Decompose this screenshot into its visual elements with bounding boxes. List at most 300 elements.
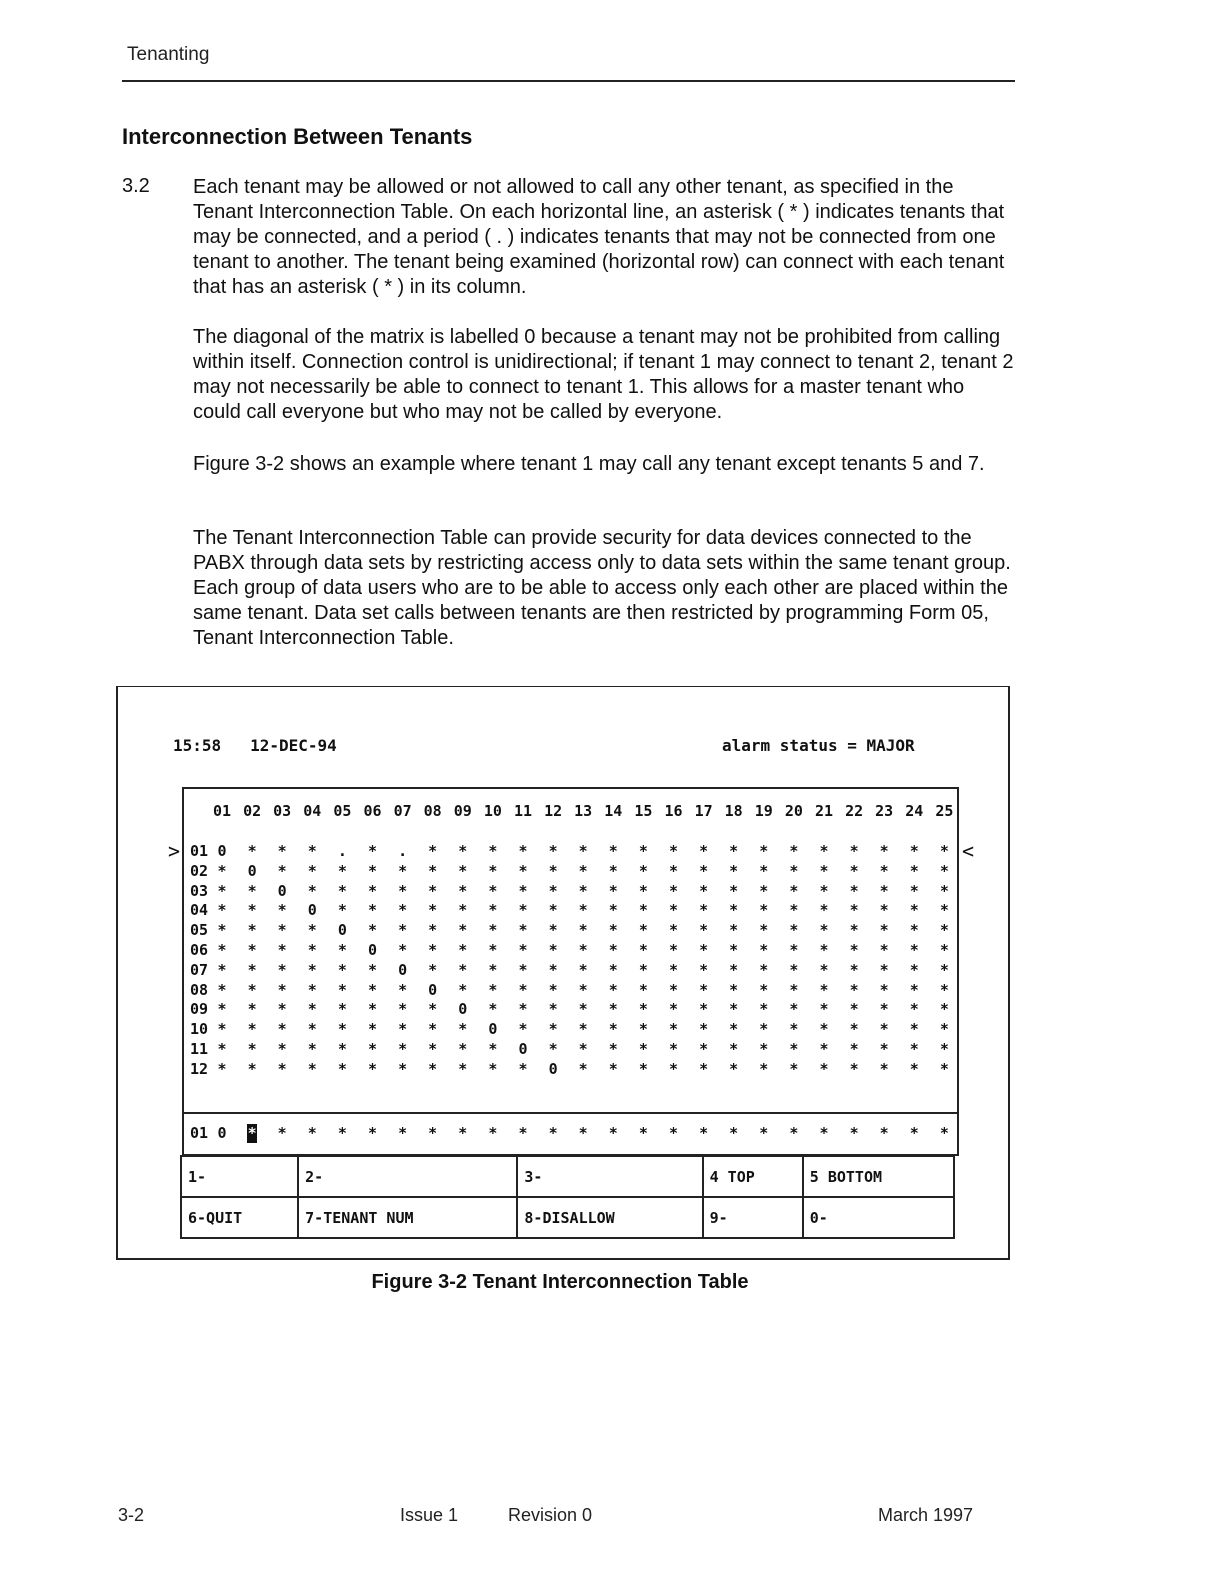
matrix-cell: * — [578, 1040, 588, 1058]
matrix-cell: * — [518, 881, 528, 900]
matrix-cell: * — [277, 921, 287, 940]
edit-row-cell: * — [578, 1124, 588, 1142]
matrix-cell: * — [879, 960, 889, 979]
matrix-cell: * — [458, 941, 468, 959]
matrix-cell: * — [217, 861, 227, 880]
matrix-cell: * — [789, 1059, 799, 1078]
matrix-cell: * — [217, 901, 227, 920]
matrix-cell: * — [668, 960, 679, 979]
matrix-cell: * — [578, 1000, 588, 1019]
row-label: 01 — [190, 842, 209, 860]
edit-cursor-cell[interactable]: * — [247, 1124, 257, 1142]
column-header: 25 — [935, 802, 954, 820]
column-header: 13 — [574, 802, 593, 820]
matrix-cell: * — [939, 1059, 949, 1078]
edit-row-cell: 0 — [217, 1124, 227, 1142]
matrix-cell: * — [729, 1020, 739, 1039]
matrix-cell: * — [939, 941, 949, 959]
matrix-cell: * — [247, 1059, 257, 1078]
edit-row-cell: * — [909, 1124, 919, 1142]
matrix-cell: * — [668, 921, 679, 940]
paragraph-2: The diagonal of the matrix is labelled 0 because a tenant may not be prohibited from calling within itself. Connection control is unidirectional; if tenant 1 may connect to tenant 2, tenant 2 may not necessarily be able to connect to tenant 1. This allows for a master tenant who could call everyone but who may not be called by everyone. — [193, 326, 1014, 423]
matrix-cell: * — [638, 1000, 648, 1019]
matrix-cell: * — [668, 842, 679, 860]
matrix-cell: * — [909, 980, 919, 999]
matrix-cell: * — [668, 881, 679, 900]
matrix-cell: * — [247, 1020, 257, 1039]
matrix-cell: * — [217, 1020, 227, 1039]
header-rule — [122, 80, 1015, 82]
matrix-cell: * — [367, 1040, 378, 1058]
matrix-cell: * — [398, 1059, 408, 1078]
matrix-cell: * — [578, 901, 588, 920]
matrix-cell: * — [909, 1040, 919, 1058]
edit-row-cell: * — [939, 1124, 949, 1142]
matrix-cell: * — [879, 1059, 889, 1078]
matrix-cell: * — [729, 960, 739, 979]
column-header: 16 — [664, 802, 683, 820]
matrix-cell: * — [247, 941, 257, 959]
matrix-cell: * — [879, 1040, 889, 1058]
matrix-cell: * — [367, 1020, 378, 1039]
matrix-cell: * — [638, 1040, 648, 1058]
matrix-cell: * — [488, 1000, 498, 1019]
paragraph-3: Figure 3-2 shows an example where tenant 1 may call any tenant except tenants 5 and 7. — [193, 453, 985, 475]
terminal-date: 12-DEC-94 — [250, 736, 337, 755]
matrix-cell: * — [548, 901, 558, 920]
matrix-cell: * — [398, 901, 408, 920]
edit-row-cell: * — [337, 1124, 347, 1142]
matrix-cell: 0 — [518, 1040, 528, 1058]
matrix-cell: * — [699, 980, 709, 999]
matrix-cell: 0 — [307, 901, 317, 920]
terminal-clock — [173, 736, 337, 755]
matrix-cell: * — [337, 941, 347, 959]
matrix-cell: * — [638, 881, 648, 900]
matrix-cell: * — [789, 921, 799, 940]
matrix-cell: * — [608, 842, 618, 860]
matrix-cell: * — [428, 1040, 438, 1058]
matrix-cell: * — [398, 881, 408, 900]
matrix-cell: * — [458, 901, 468, 920]
matrix-cell: * — [367, 980, 378, 999]
matrix-cell: * — [789, 1020, 799, 1039]
matrix-cell: * — [608, 941, 618, 959]
matrix-cell: * — [638, 980, 648, 999]
matrix-cell: * — [759, 1000, 769, 1019]
matrix-cell: * — [699, 842, 709, 860]
matrix-cell: * — [337, 1059, 347, 1078]
matrix-cell: * — [849, 960, 859, 979]
matrix-cell: * — [458, 980, 468, 999]
matrix-cell: * — [849, 921, 859, 940]
matrix-cell: * — [548, 1000, 558, 1019]
matrix-cell: * — [307, 921, 317, 940]
matrix-cell: * — [307, 980, 317, 999]
matrix-cell: * — [819, 980, 829, 999]
matrix-cell: * — [849, 881, 859, 900]
matrix-cell: * — [879, 921, 889, 940]
matrix-cell: * — [307, 1000, 317, 1019]
paragraph-1: Each tenant may be allowed or not allowed to call any other tenant, as specified in the Tenant Interconnection Table. On each horizontal line, an asterisk ( * ) indicates tenants that may be connected, and a period ( . ) indicates tenants that may not be connected from one tenant to another. The tenant being examined (horizontal row) can connect with each tenant that has an asterisk ( * ) in its column. — [193, 176, 1005, 298]
matrix-cell: * — [428, 921, 438, 940]
matrix-cell: * — [638, 842, 648, 860]
alarm-status: alarm status = MAJOR — [722, 736, 915, 755]
matrix-cell: * — [789, 941, 799, 959]
column-header: 18 — [724, 802, 743, 820]
matrix-cell: * — [849, 1020, 859, 1039]
matrix-cell: * — [578, 1059, 588, 1078]
matrix-cell: * — [668, 1040, 679, 1058]
matrix-cell: * — [668, 901, 679, 920]
matrix-cell: * — [699, 921, 709, 940]
matrix-cell: * — [879, 861, 889, 880]
matrix-cell: * — [518, 842, 528, 860]
matrix-cell: * — [518, 941, 528, 959]
matrix-cell: * — [518, 980, 528, 999]
matrix-cell: * — [939, 1020, 949, 1039]
matrix-cell: * — [398, 1020, 408, 1039]
matrix-cell: * — [458, 1059, 468, 1078]
matrix-cell: * — [819, 1020, 829, 1039]
matrix-cell: * — [638, 901, 648, 920]
matrix-cell: * — [849, 901, 859, 920]
matrix-cell: * — [488, 980, 498, 999]
matrix-cell: * — [367, 1000, 378, 1019]
matrix-cell: * — [849, 1000, 859, 1019]
matrix-cell: * — [849, 941, 859, 959]
matrix-cell: * — [307, 842, 317, 860]
matrix-cell: * — [428, 1059, 438, 1078]
matrix-cell: * — [247, 881, 257, 900]
row-label: 11 — [190, 1040, 209, 1058]
column-header: 14 — [604, 802, 623, 820]
matrix-cell: * — [608, 881, 618, 900]
softkey-3[interactable]: 3- — [517, 1156, 702, 1197]
matrix-cell: * — [488, 842, 498, 860]
matrix-cell: * — [488, 941, 498, 959]
matrix-cell: * — [789, 842, 799, 860]
matrix-cell: * — [819, 842, 829, 860]
matrix-cell: * — [367, 842, 378, 860]
matrix-cell: * — [217, 941, 227, 959]
matrix-cell: * — [307, 861, 317, 880]
matrix-cell: * — [729, 842, 739, 860]
matrix-cell: * — [729, 861, 739, 880]
matrix-cell: * — [939, 1040, 949, 1058]
matrix-cell: * — [819, 1000, 829, 1019]
matrix-cell: * — [518, 901, 528, 920]
matrix-cell: * — [909, 881, 919, 900]
matrix-cell: * — [638, 941, 648, 959]
paragraph-4: The Tenant Interconnection Table can provide security for data devices connected to the PABX through data sets by restricting access only to data sets within the same tenant group. Each group of data users who are to be able to access only each other are placed within the same tenant. Data set calls between tenants are then restricted by programming Form 05, Tenant Interconnection Table. — [193, 527, 1011, 649]
matrix-cell: * — [789, 881, 799, 900]
softkey-panel — [180, 1155, 955, 1239]
edit-row-cell: * — [759, 1124, 769, 1142]
matrix-cell: * — [879, 1000, 889, 1019]
matrix-cell: * — [729, 980, 739, 999]
matrix-cell: * — [548, 842, 558, 860]
matrix-cell: * — [337, 960, 347, 979]
edit-row-cell: * — [307, 1124, 317, 1142]
matrix-cell: * — [879, 1020, 889, 1039]
matrix-cell: * — [789, 960, 799, 979]
softkey-2[interactable]: 2- — [298, 1156, 517, 1197]
matrix-cell: * — [699, 1059, 709, 1078]
matrix-cell: * — [879, 980, 889, 999]
matrix-cell: * — [428, 1000, 438, 1019]
matrix-cell: * — [668, 941, 679, 959]
matrix-cell: * — [699, 1020, 709, 1039]
matrix-cell: * — [578, 960, 588, 979]
matrix-cell: * — [578, 1020, 588, 1039]
softkey-8-disallow[interactable]: 8-DISALLOW — [517, 1197, 702, 1238]
matrix-cell: * — [789, 1000, 799, 1019]
column-header: 20 — [784, 802, 803, 820]
matrix-cell: * — [367, 921, 378, 940]
column-header: 23 — [875, 802, 894, 820]
matrix-cell: * — [217, 921, 227, 940]
matrix-cell: * — [789, 980, 799, 999]
matrix-cell: * — [337, 980, 347, 999]
row-pointer-left: > — [168, 839, 181, 863]
matrix-cell: . — [337, 842, 347, 860]
matrix-cell: * — [518, 1020, 528, 1039]
row-label: 09 — [190, 1000, 209, 1019]
matrix-cell: * — [789, 1040, 799, 1058]
matrix-cell: * — [458, 1020, 468, 1039]
softkey-4-top[interactable]: 4 TOP — [703, 1156, 803, 1197]
matrix-cell: * — [729, 881, 739, 900]
matrix-cell: * — [638, 861, 648, 880]
matrix-cell: * — [849, 842, 859, 860]
matrix-cell: * — [277, 1040, 287, 1058]
matrix-cell: * — [307, 960, 317, 979]
matrix-cell: * — [909, 861, 919, 880]
matrix-cell: * — [518, 861, 528, 880]
matrix-cell: * — [458, 881, 468, 900]
matrix-cell: * — [759, 941, 769, 959]
footer-date: March 1997 — [878, 1505, 974, 1525]
matrix-cell: * — [759, 1040, 769, 1058]
matrix-cell: * — [548, 980, 558, 999]
edit-row-cell: * — [518, 1124, 528, 1142]
matrix-cell: 0 — [398, 960, 408, 979]
matrix-cell: * — [849, 861, 859, 880]
softkey-6-quit[interactable]: 6-QUIT — [181, 1197, 298, 1238]
column-header: 10 — [483, 802, 502, 820]
column-header: 12 — [544, 802, 563, 820]
matrix-cell: * — [307, 941, 317, 959]
edit-row-cell: * — [398, 1124, 408, 1142]
column-header: 17 — [694, 802, 713, 820]
matrix-divider — [184, 1112, 957, 1114]
matrix-cell: * — [668, 1000, 679, 1019]
matrix-cell: * — [909, 901, 919, 920]
matrix-cell: * — [608, 921, 618, 940]
matrix-cell: * — [668, 861, 679, 880]
matrix-cell: * — [909, 921, 919, 940]
matrix-cell: * — [819, 960, 829, 979]
footer-page-number: 3-2 — [118, 1505, 145, 1525]
matrix-cell: * — [668, 1020, 679, 1039]
matrix-cell: * — [759, 881, 769, 900]
matrix-cell: * — [608, 861, 618, 880]
matrix-cell: * — [398, 861, 408, 880]
row-label: 08 — [190, 980, 209, 999]
matrix-cell: . — [398, 842, 408, 860]
matrix-cell: * — [759, 842, 769, 860]
matrix-cell: * — [578, 881, 588, 900]
matrix-cell: * — [518, 1000, 528, 1019]
edit-row-cell: * — [819, 1124, 829, 1142]
matrix-cell: * — [428, 861, 438, 880]
matrix-cell: * — [819, 901, 829, 920]
matrix-cell: * — [428, 881, 438, 900]
matrix-cell: * — [367, 901, 378, 920]
softkey-7-tenant-num[interactable]: 7-TENANT NUM — [298, 1197, 517, 1238]
column-header: 05 — [333, 802, 352, 820]
matrix-cell: * — [548, 960, 558, 979]
matrix-cell: * — [699, 901, 709, 920]
matrix-cell: * — [699, 881, 709, 900]
edit-row-cell: * — [608, 1124, 618, 1142]
matrix-cell: * — [458, 842, 468, 860]
matrix-cell: * — [939, 980, 949, 999]
matrix-cell: * — [699, 941, 709, 959]
edit-row-cell: * — [638, 1124, 648, 1142]
edit-row-cell: * — [277, 1124, 287, 1142]
matrix-cell: * — [819, 941, 829, 959]
matrix-cell: * — [759, 1059, 769, 1078]
matrix-cell: * — [307, 1040, 317, 1058]
softkey-5-bottom[interactable]: 5 BOTTOM — [803, 1156, 954, 1197]
matrix-cell: * — [217, 980, 227, 999]
matrix-cell: 0 — [217, 842, 227, 860]
matrix-cell: * — [548, 881, 558, 900]
matrix-cell: * — [729, 921, 739, 940]
matrix-cell: * — [217, 881, 227, 900]
matrix-cell: * — [909, 1000, 919, 1019]
matrix-cell: * — [398, 1040, 408, 1058]
matrix-cell: * — [909, 960, 919, 979]
matrix-cell: 0 — [488, 1020, 498, 1039]
matrix-cell: * — [367, 861, 378, 880]
column-header: 24 — [905, 802, 924, 820]
matrix-cell: * — [759, 1020, 769, 1039]
edit-row-cell: * — [668, 1124, 679, 1142]
matrix-cell: * — [608, 980, 618, 999]
softkey-9[interactable]: 9- — [703, 1197, 803, 1238]
edit-row-cell: * — [729, 1124, 739, 1142]
softkey-1[interactable]: 1- — [181, 1156, 298, 1197]
edit-row-cell: * — [428, 1124, 438, 1142]
matrix-cell: * — [488, 921, 498, 940]
edit-row-cell: * — [458, 1124, 468, 1142]
matrix-cell: * — [699, 861, 709, 880]
matrix-cell: * — [488, 1059, 498, 1078]
matrix-cell: * — [879, 941, 889, 959]
matrix-cell: * — [819, 881, 829, 900]
matrix-cell: * — [789, 861, 799, 880]
matrix-cell: * — [398, 941, 408, 959]
matrix-cell: * — [277, 1020, 287, 1039]
matrix-cell: * — [638, 1020, 648, 1039]
matrix-cell: * — [277, 842, 287, 860]
matrix-cell: * — [608, 960, 618, 979]
matrix-cell: * — [247, 901, 257, 920]
matrix-cell: * — [337, 1020, 347, 1039]
matrix-cell: * — [699, 1040, 709, 1058]
column-header: 03 — [273, 802, 292, 820]
matrix-cell: * — [247, 842, 257, 860]
matrix-cell: * — [759, 861, 769, 880]
matrix-cell: * — [819, 921, 829, 940]
matrix-cell: * — [668, 1059, 679, 1078]
matrix-cell: 0 — [428, 980, 438, 999]
softkey-0[interactable]: 0- — [803, 1197, 954, 1238]
row-label: 02 — [190, 861, 209, 880]
matrix-cell: * — [428, 842, 438, 860]
row-pointer-right: < — [962, 839, 975, 863]
matrix-cell: * — [277, 1000, 287, 1019]
matrix-cell: * — [819, 1040, 829, 1058]
column-header: 02 — [243, 802, 262, 820]
matrix-cell: * — [729, 941, 739, 959]
edit-row-cell: * — [367, 1124, 378, 1142]
matrix-cell: * — [277, 901, 287, 920]
matrix-cell: * — [548, 1040, 558, 1058]
footer-revision: Revision 0 — [508, 1505, 593, 1525]
matrix-cell: * — [849, 1040, 859, 1058]
matrix-cell: * — [759, 960, 769, 979]
matrix-cell: * — [729, 1040, 739, 1058]
edit-row-cell: * — [849, 1124, 859, 1142]
column-header: 04 — [303, 802, 322, 820]
matrix-cell: * — [939, 960, 949, 979]
matrix-cell: * — [668, 980, 679, 999]
matrix-cell: * — [909, 1020, 919, 1039]
matrix-cell: * — [608, 1040, 618, 1058]
matrix-cell: * — [548, 1020, 558, 1039]
matrix-cell: * — [337, 861, 347, 880]
matrix-cell: * — [217, 1040, 227, 1058]
footer-issue: Issue 1 — [400, 1505, 459, 1525]
column-header: 19 — [754, 802, 773, 820]
matrix-cell: * — [578, 842, 588, 860]
column-header: 09 — [453, 802, 472, 820]
matrix-cell: * — [939, 901, 949, 920]
section-title: Interconnection Between Tenants — [122, 124, 473, 149]
matrix-cell: * — [247, 980, 257, 999]
matrix-cell: 0 — [337, 921, 347, 940]
matrix-cell: * — [789, 901, 799, 920]
row-label: 04 — [190, 901, 209, 920]
matrix-cell: * — [939, 861, 949, 880]
matrix-cell: * — [307, 1020, 317, 1039]
running-head: Tenanting — [127, 44, 210, 65]
matrix-cell: * — [247, 960, 257, 979]
matrix-cell: * — [638, 921, 648, 940]
matrix-cell: * — [367, 881, 378, 900]
row-label: 05 — [190, 921, 209, 940]
matrix-cell: * — [247, 921, 257, 940]
matrix-cell: * — [488, 1040, 498, 1058]
matrix-cell: * — [247, 1000, 257, 1019]
matrix-cell: * — [939, 1000, 949, 1019]
edit-row-cell: * — [548, 1124, 558, 1142]
edit-row-cell: * — [879, 1124, 889, 1142]
